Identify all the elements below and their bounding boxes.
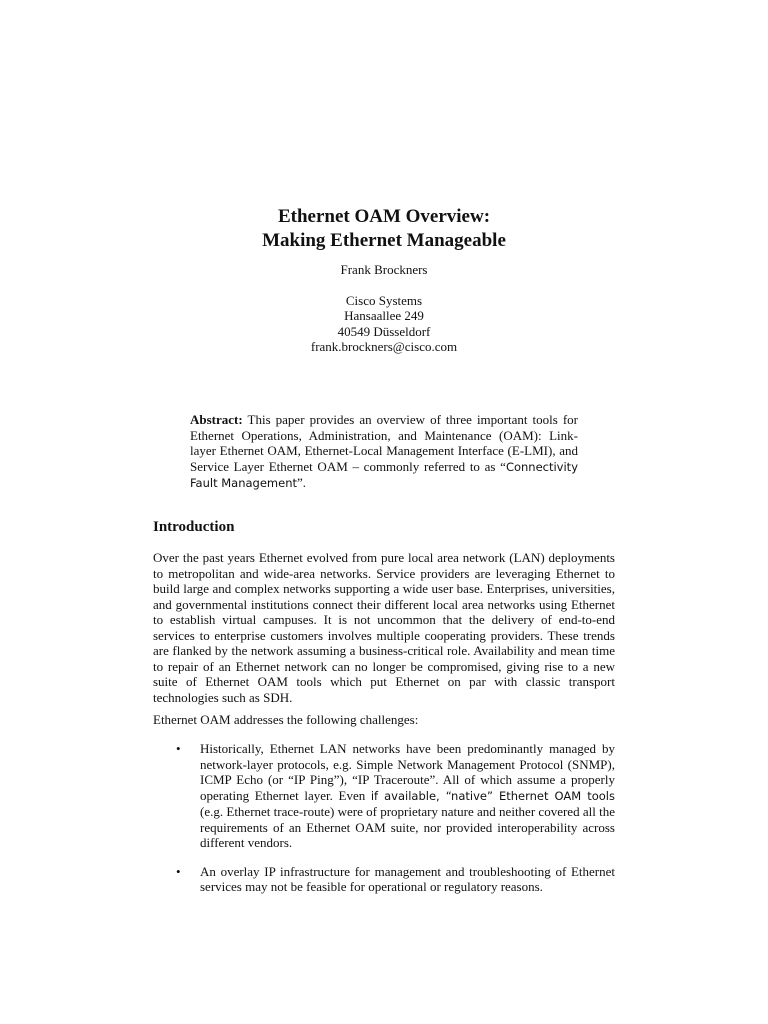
abstract-end: ”. <box>297 475 307 490</box>
list-item <box>153 741 615 851</box>
bullet-icon: • <box>176 863 181 879</box>
bullet-text: An overlay IP infrastructure for management and troubleshooting of Ethernet services may not be feasible for operational or regulatory reasons. <box>200 863 615 894</box>
bullet-text-before: Historically, Ethernet LAN networks have been predominantly managed by network-layer protocols, e.g. Simple Network Management Protocol (SNMP), ICMP Echo (or “IP Ping”), “IP Traceroute”. All of which assume a properly operating Ethernet layer. Even <box>200 741 615 803</box>
list-item <box>153 864 615 895</box>
abstract <box>190 412 578 492</box>
author-email: frank.brockners@cisco.com <box>310 339 458 354</box>
author-street: Hansaallee 249 <box>344 308 424 323</box>
bullet-text-mixed: if available, “native” Ethernet OAM tools <box>370 788 615 803</box>
challenges-list <box>153 741 615 895</box>
author-city: 40549 Düsseldorf <box>337 323 431 339</box>
title-line-2: Making Ethernet Manageable <box>262 230 506 251</box>
abstract-term: Connectivity Fault Management <box>190 459 578 490</box>
paper-title <box>0 205 768 253</box>
author-block <box>0 262 768 355</box>
bullet-text-after: (e.g. Ethernet trace-route) were of proprietary nature and neither covered all the requirements of an Ethernet OAM suite, nor provided interoperability across different vendors. <box>200 804 615 850</box>
author-name: Frank Brockners <box>340 262 428 277</box>
author-affiliation: Cisco Systems <box>345 292 423 308</box>
abstract-label: Abstract: <box>190 412 243 427</box>
intro-paragraph-1: Over the past years Ethernet evolved from pure local area network (LAN) deployments to metropolitan and wide-area networks. Service providers are leveraging Ethernet to build large and complex networks supporting a wide user base. Enterprises, universities, and governmental institutions connect their different local area networks using Ethernet to establish virtual campuses. It is not uncommon that the delivery of end-to-end services to enterprise customers involves multiple cooperating providers. These trends are flanked by the network assuming a business-critical role. Availability and mean time to repair of an Ethernet network can no longer be compromised, giving rise to a new suite of Ethernet OAM tools which put Ethernet on par with classic transport technologies such as SDH. <box>153 550 615 705</box>
section-heading-introduction: Introduction <box>153 519 235 535</box>
title-line-1: Ethernet OAM Overview: <box>277 206 491 227</box>
bullet-icon: • <box>176 741 181 756</box>
intro-paragraph-2: Ethernet OAM addresses the following challenges: <box>153 712 419 727</box>
abstract-text: This paper provides an overview of three important tools for Ethernet Operations, Administration, and Maintenance (OAM): Link-layer Ethernet OAM, Ethernet-Local Management Interface (E-LMI), and Service Layer Ethernet OAM – commonly referred to as “ <box>190 412 578 474</box>
